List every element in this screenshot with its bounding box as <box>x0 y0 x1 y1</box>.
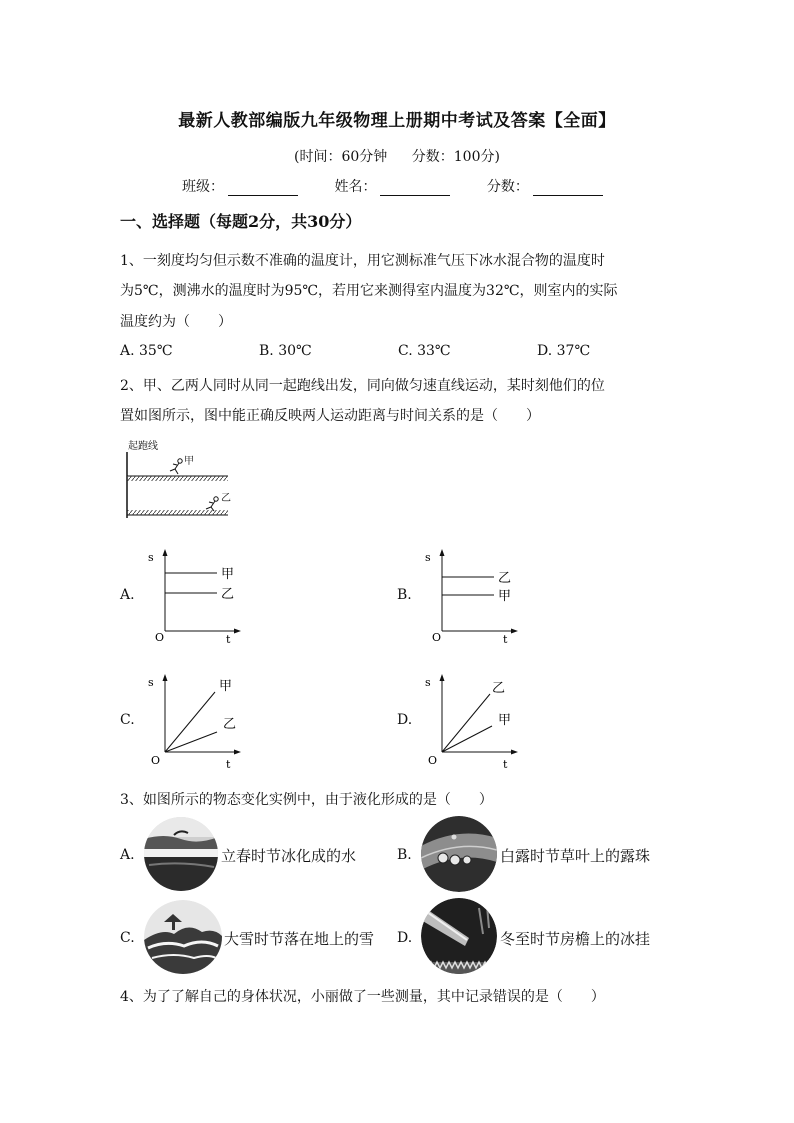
graph-a-label[interactable]: A. <box>120 587 135 603</box>
q1-line-1: 1、一刻度均匀但示数不准确的温度计，用它测标准气压下冰水混合物的温度时 <box>120 253 605 269</box>
graph-c-label-lower: 乙 <box>223 717 237 732</box>
class-field <box>182 176 298 196</box>
exam-info <box>0 146 794 166</box>
graph-a-t-label: t <box>226 633 231 645</box>
q1-option-d[interactable]: D. 37℃ <box>537 343 591 359</box>
q1-line-2: 为5℃，测沸水的温度时为95℃，若用它来测得室内温度为32℃，则室内的实际 <box>120 283 618 299</box>
graph-a-label-upper: 甲 <box>221 567 235 582</box>
graph-d-line-steep <box>442 694 490 752</box>
name-label: 姓名： <box>334 179 377 195</box>
q3-option-b-label[interactable]: B. <box>397 847 412 863</box>
graph-b-x-arrow <box>511 629 518 634</box>
class-blank[interactable] <box>228 181 298 196</box>
runner-jia-icon <box>170 459 182 474</box>
q3-option-a-caption: 立春时节冰化成的水 <box>221 847 357 865</box>
q3-option-d-label[interactable]: D. <box>397 930 413 946</box>
graph-c-origin-label: O <box>151 754 161 767</box>
graph-d-origin-label: O <box>428 754 438 767</box>
student-fields <box>182 176 635 196</box>
graph-b-label[interactable]: B. <box>397 587 412 603</box>
graph-b-y-arrow <box>440 549 445 556</box>
graph-d-label-lower: 甲 <box>498 713 512 728</box>
snow-landscape-photo <box>144 900 222 974</box>
score-blank[interactable] <box>533 181 603 196</box>
class-label: 班级： <box>182 179 224 195</box>
graph-b-origin-label: O <box>432 631 442 644</box>
q1-option-c[interactable]: C. 33℃ <box>398 343 451 359</box>
exam-time: (时间：60分钟 <box>294 149 388 165</box>
graph-d-label-upper: 乙 <box>492 681 506 696</box>
q1-options <box>120 343 676 359</box>
graph-d-x-arrow <box>511 750 518 755</box>
graph-c[interactable] <box>145 670 250 770</box>
dew-drops-photo <box>421 816 497 892</box>
runner-yi-label: 乙 <box>221 493 231 504</box>
graph-d-y-arrow <box>440 674 445 681</box>
graph-b-s-label: s <box>425 551 431 564</box>
graph-d-t-label: t <box>503 758 508 770</box>
graph-c-line-steep <box>165 692 215 752</box>
icicles-photo <box>421 898 497 974</box>
q4-line: 4、为了了解自己的身体状况，小丽做了一些测量，其中记录错误的是（ ） <box>120 989 605 1005</box>
start-line-label: 起跑线 <box>128 441 158 452</box>
q2-line-1: 2、甲、乙两人同时从同一起跑线出发，同向做匀速直线运动，某时刻他们的位 <box>120 378 605 394</box>
q3-option-c-label[interactable]: C. <box>120 930 135 946</box>
score-label: 分数： <box>486 179 529 195</box>
graph-d-line-shallow <box>442 726 492 752</box>
name-field <box>334 176 450 196</box>
track-figure <box>118 438 238 522</box>
graph-c-t-label: t <box>226 758 231 770</box>
q1-option-b[interactable]: B. 30℃ <box>259 343 312 359</box>
graph-c-y-arrow <box>163 674 168 681</box>
graph-a-origin-label: O <box>155 631 165 644</box>
graph-d[interactable] <box>422 670 527 770</box>
track-hatch-lower <box>127 510 228 515</box>
graph-a-label-lower: 乙 <box>221 587 235 602</box>
graph-b-t-label: t <box>503 633 508 645</box>
runner-jia-label: 甲 <box>184 456 194 467</box>
score-field <box>487 176 603 196</box>
track-hatch-upper <box>127 476 228 481</box>
q2-line-2: 置如图所示，图中能正确反映两人运动距离与时间关系的是（ ） <box>120 408 540 424</box>
graph-a-x-arrow <box>234 629 241 634</box>
graph-d-label[interactable]: D. <box>397 712 413 728</box>
graph-c-s-label: s <box>148 676 154 689</box>
graph-a[interactable] <box>145 545 250 645</box>
graph-c-label-upper: 甲 <box>219 679 233 694</box>
graph-a-s-label: s <box>148 551 154 564</box>
q3-line: 3、如图所示的物态变化实例中，由于液化形成的是（ ） <box>120 792 493 808</box>
name-blank[interactable] <box>380 181 450 196</box>
page-title: 最新人教部编版九年级物理上册期中考试及答案【全面】 <box>178 111 616 131</box>
graph-b[interactable] <box>422 545 527 645</box>
thaw-ice-photo <box>144 817 218 891</box>
q3-option-c-caption: 大雪时节落在地上的雪 <box>224 930 375 948</box>
section-heading: 一、选择题（每题2分，共30分） <box>120 212 362 231</box>
q3-option-d-caption: 冬至时节房檐上的冰挂 <box>500 930 651 948</box>
q1-line-3: 温度约为（ ） <box>120 314 232 330</box>
q3-option-b-caption: 白露时节草叶上的露珠 <box>500 847 651 865</box>
graph-b-label-upper: 乙 <box>498 571 512 586</box>
graph-a-y-arrow <box>163 549 168 556</box>
exam-score: 分数：100分) <box>411 149 500 165</box>
graph-c-label[interactable]: C. <box>120 712 135 728</box>
graph-c-x-arrow <box>234 750 241 755</box>
q3-option-a-label[interactable]: A. <box>120 847 135 863</box>
graph-b-label-lower: 甲 <box>498 589 512 604</box>
graph-d-s-label: s <box>425 676 431 689</box>
q1-option-a[interactable]: A. 35℃ <box>120 343 173 359</box>
runner-yi-icon <box>206 497 218 511</box>
